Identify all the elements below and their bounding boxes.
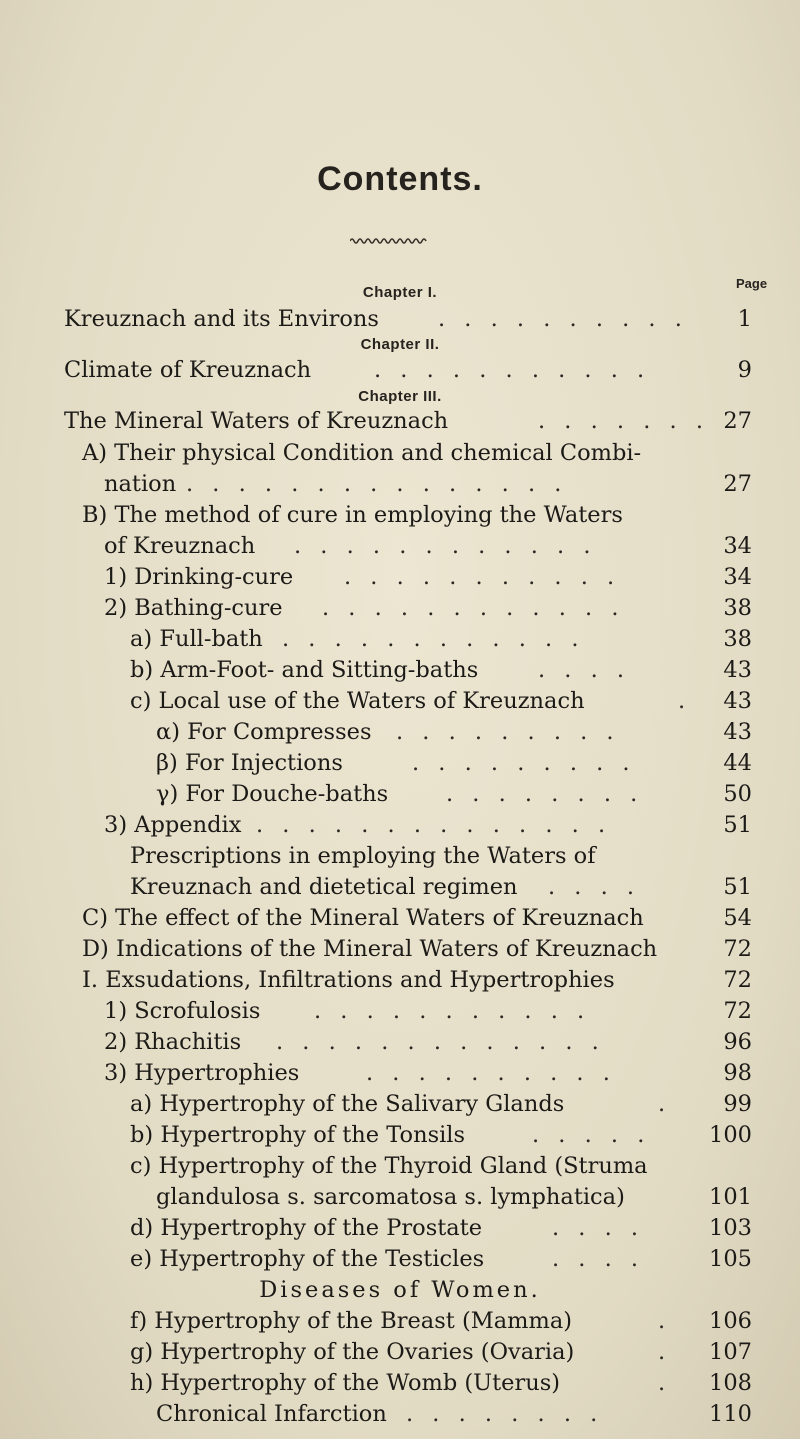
leader-dots: . <box>658 1091 672 1117</box>
toc-page-number: 27 <box>723 408 752 434</box>
leader-dots: . . . . . . . . . <box>412 750 636 776</box>
toc-page-number: 38 <box>723 626 752 652</box>
toc-entry-text: glandulosa s. sarcomatosa s. lymphatica) <box>156 1184 625 1210</box>
toc-entry-text: 3) Hypertrophies <box>104 1060 300 1086</box>
toc-page-number: 50 <box>723 781 752 807</box>
toc-entry-text: f) Hypertrophy of the Breast (Mamma) <box>130 1308 573 1334</box>
toc-entry-text: A) Their physical Condition and chemical Combi- <box>82 440 642 466</box>
leader-dots: . . . . <box>538 657 631 683</box>
toc-entry-text: Climate of Kreuznach <box>64 357 312 383</box>
wavy-rule-ornament <box>350 237 428 245</box>
page-column-label: Page <box>736 276 768 291</box>
toc-entry-text: D) Indications of the Mineral Waters of Kreuznach <box>82 936 658 962</box>
toc-page-number: 101 <box>709 1184 752 1210</box>
leader-dots: . <box>658 1370 672 1396</box>
leader-dots: . . . . . . . . . . . . <box>294 533 597 559</box>
toc-page-number: 43 <box>723 688 752 714</box>
toc-page-number: 106 <box>709 1308 752 1334</box>
toc-entry-text: γ) For Douche-baths <box>156 781 389 807</box>
toc-entry-text: 3) Appendix <box>104 812 242 838</box>
toc-entry-text: b) Arm-Foot- and Sitting-baths <box>130 657 479 683</box>
toc-entry-text: The Mineral Waters of Kreuznach <box>64 408 449 434</box>
toc-page-number: 54 <box>723 905 752 931</box>
leader-dots: . . . . . . . . . . . <box>314 998 591 1024</box>
toc-page-number: 44 <box>723 750 752 776</box>
toc-page-number: 72 <box>723 936 752 962</box>
toc-entry-text: a) Hypertrophy of the Salivary Glands <box>130 1091 565 1117</box>
toc-entry-text: Kreuznach and its Environs <box>64 306 379 332</box>
toc-entry-text: Chronical Infarction <box>156 1401 387 1427</box>
toc-page-number: 1 <box>737 306 752 332</box>
toc-page-number: 43 <box>723 657 752 683</box>
toc-entry-text: e) Hypertrophy of the Testicles <box>130 1246 485 1272</box>
leader-dots: . . . . . . . . . . <box>438 306 688 332</box>
leader-dots: . . . . <box>552 1246 645 1272</box>
toc-entry-text: g) Hypertrophy of the Ovaries (Ovaria) <box>130 1339 575 1365</box>
chapter-heading-3: Chapter III. <box>358 388 442 405</box>
toc-page-number: 34 <box>723 533 752 559</box>
toc-page-number: 38 <box>723 595 752 621</box>
toc-entry-text: d) Hypertrophy of the Prostate <box>130 1215 483 1241</box>
toc-page-number: 72 <box>723 998 752 1024</box>
leader-dots: . . . . . . . . . . . <box>344 564 621 590</box>
leader-dots: . . . . . <box>532 1122 651 1148</box>
toc-entry-text: Kreuznach and dietetical regimen <box>130 874 518 900</box>
leader-dots: . . . . . . . . <box>406 1401 604 1427</box>
toc-entry-text: c) Local use of the Waters of Kreuznach <box>130 688 585 714</box>
toc-page-number: 105 <box>709 1246 752 1272</box>
leader-dots: . . . . <box>552 1215 645 1241</box>
leader-dots: . . . . . . . . . . . . . . . <box>186 471 568 497</box>
page-title: Contents. <box>317 160 483 198</box>
chapter-heading-1: Chapter I. <box>362 284 438 301</box>
toc-page-number: 72 <box>723 967 752 993</box>
toc-entry-text: B) The method of cure in employing the Waters <box>82 502 623 528</box>
toc-entry-text: 1) Scrofulosis <box>104 998 261 1024</box>
section-heading-women: Diseases of Women. <box>259 1277 541 1303</box>
leader-dots: . . . . . . . . . . . . <box>282 626 585 652</box>
toc-entry-text: c) Hypertrophy of the Thyroid Gland (Struma <box>130 1153 648 1179</box>
toc-entry-text: nation <box>104 471 177 497</box>
toc-entry-text: I. Exsudations, Infiltrations and Hypertrophies <box>82 967 615 993</box>
toc-entry-text: 2) Rhachitis <box>104 1029 242 1055</box>
leader-dots: . . . . . . . . . . <box>366 1060 616 1086</box>
toc-entry-text: a) Full-bath <box>130 626 263 652</box>
toc-page-number: 34 <box>723 564 752 590</box>
toc-page-number: 107 <box>709 1339 752 1365</box>
toc-entry-text: h) Hypertrophy of the Womb (Uterus) <box>130 1370 561 1396</box>
toc-entry-text: 2) Bathing-cure <box>104 595 283 621</box>
toc-entry-text: 1) Drinking-cure <box>104 564 294 590</box>
toc-page-number: 9 <box>737 357 752 383</box>
toc-page-number: 51 <box>723 874 752 900</box>
leader-dots: . <box>658 1308 672 1334</box>
toc-page-number: 27 <box>723 471 752 497</box>
chapter-heading-2: Chapter II. <box>360 336 440 353</box>
toc-page-number: 103 <box>709 1215 752 1241</box>
leader-dots: . . . . <box>548 874 641 900</box>
toc-page-number: 98 <box>723 1060 752 1086</box>
leader-dots: . <box>678 688 692 714</box>
leader-dots: . . . . . . . . . . . . <box>322 595 625 621</box>
toc-entry-text: α) For Compresses <box>156 719 372 745</box>
leader-dots: . . . . . . . . . . . . . . <box>256 812 612 838</box>
leader-dots: . . . . . . . . . . . . . <box>276 1029 605 1055</box>
toc-page-number: 110 <box>709 1401 752 1427</box>
toc-entry-text: Prescriptions in employing the Waters of <box>130 843 596 869</box>
toc-entry-text: C) The effect of the Mineral Waters of Kreuznach <box>82 905 644 931</box>
toc-page-number: 99 <box>723 1091 752 1117</box>
leader-dots: . . . . . . . <box>538 408 709 434</box>
leader-dots: . . . . . . . . . . . <box>374 357 651 383</box>
toc-entry-text: β) For Injections <box>156 750 343 776</box>
leader-dots: . <box>658 1339 672 1365</box>
toc-entry-text: of Kreuznach <box>104 533 256 559</box>
leader-dots: . . . . . . . . . <box>396 719 620 745</box>
toc-page-number: 108 <box>709 1370 752 1396</box>
toc-entry-text: b) Hypertrophy of the Tonsils <box>130 1122 466 1148</box>
toc-page-number: 100 <box>709 1122 752 1148</box>
leader-dots: . . . . . . . . <box>446 781 644 807</box>
toc-page-number: 43 <box>723 719 752 745</box>
toc-page-number: 51 <box>723 812 752 838</box>
toc-page-number: 96 <box>723 1029 752 1055</box>
